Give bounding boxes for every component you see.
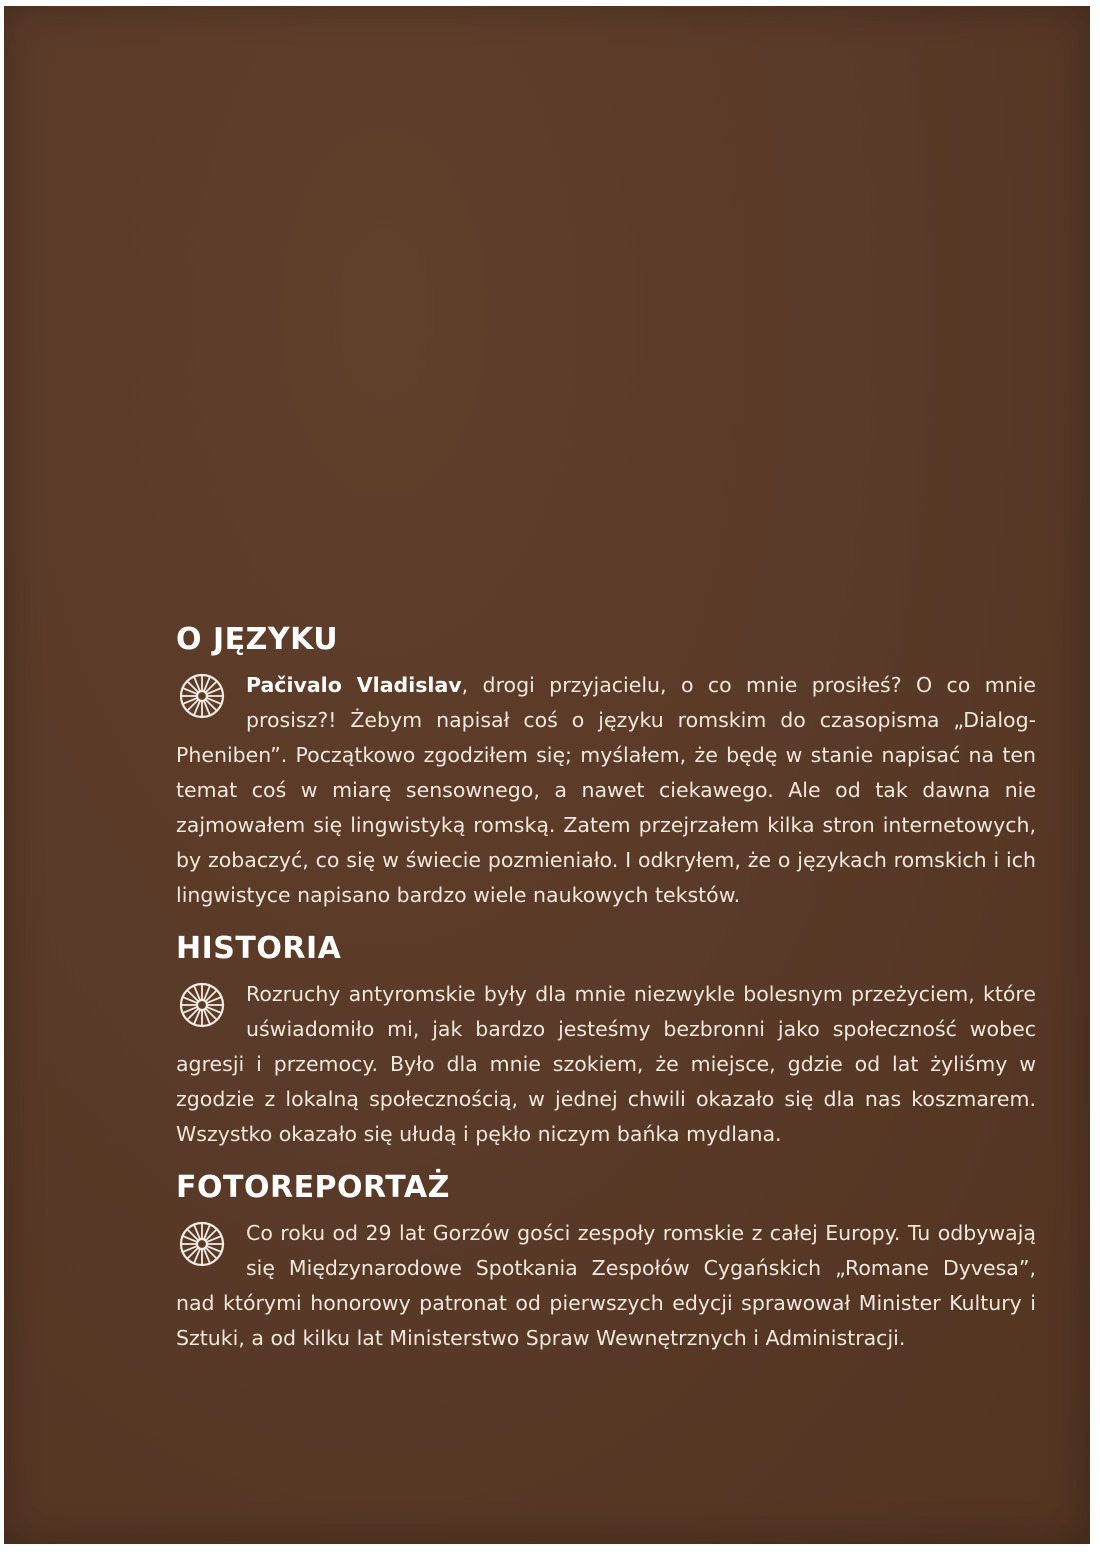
romani-wheel-icon [176,670,232,726]
section-title: HISTORIA [176,931,342,966]
romani-wheel-icon [176,979,232,1035]
section-text [176,668,1036,913]
section-text-body: , drogi przyjacielu, o co mnie prosiłeś? O co mnie prosisz?! Żebym napisał coś o języku romskim do czasopisma „Dialog-Pheniben”. Początkowo zgodziłem się; myślałem, że będę w stanie napisać na ten temat coś w miarę sensownego, a nawet ciekawego. Ale od tak dawna nie zajmowałem się lingwistyką romską. Zatem przejrzałem kilka stron internetowych, by zobaczyć, co się w świecie pozmieniało. I odkryłem, że o językach romskich i ich lingwistyce napisano bardzo wiele naukowych tekstów. [176,673,1036,907]
section-title: O JĘZYKU [176,622,339,657]
section-historia [176,931,1036,1152]
section-title: FOTOREPORTAŻ [176,1170,450,1205]
section-o-jezyku [176,622,1036,913]
section-lead: Pačivalo Vladislav [246,673,462,697]
cover-content [176,622,1036,1374]
section-body [176,1216,1036,1356]
section-text: Co roku od 29 lat Gorzów gości zespoły romskie z całej Europy. Tu odbywają się Międzynarodowe Spotkania Zespołów Cygańskich „Romane Dyvesa”, nad którymi honorowy patronat od pierwszych edycji sprawował Minister Kultury i Sztuki, a od kilku lat Ministerstwo Spraw Wewnętrznych i Administracji. [176,1221,1036,1350]
section-body [176,977,1036,1152]
section-body [176,668,1036,913]
section-text: Rozruchy antyromskie były dla mnie niezwykle bolesnym przeżyciem, które uświadomiło mi, jak bardzo jesteśmy bezbronni jako społeczność wobec agresji i przemocy. Było dla mnie szokiem, że miejsce, gdzie od lat żyliśmy w zgodzie z lokalną społecznością, w jednej chwili okazało się dla nas koszmarem. Wszystko okazało się ułudą i pękło niczym bańka mydlana. [176,982,1036,1146]
section-fotoreportaz [176,1170,1036,1356]
romani-wheel-icon [176,1218,232,1274]
